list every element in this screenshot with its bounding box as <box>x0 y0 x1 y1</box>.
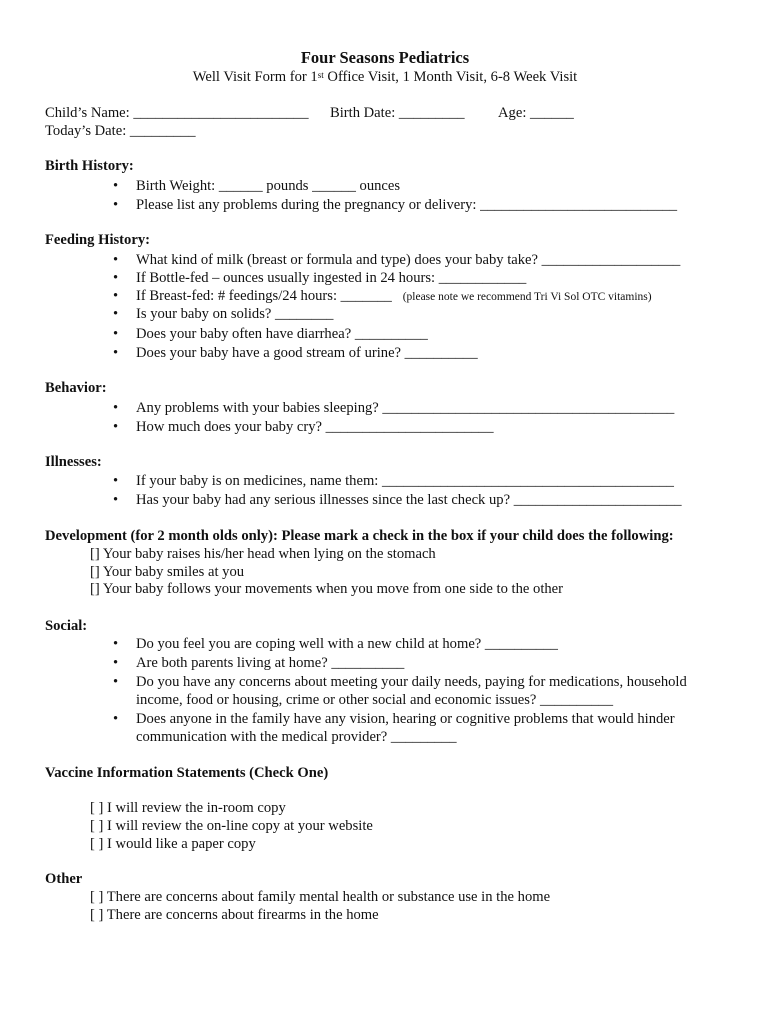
medicines-question[interactable]: If your baby is on medicines, name them: ________________________________________ <box>136 473 674 489</box>
birth-history-heading: Birth History: <box>45 158 134 174</box>
vaccine-heading: Vaccine Information Statements (Check One) <box>45 765 329 781</box>
mental-health-checkbox[interactable]: [ ] There are concerns about family mental health or substance use in the home <box>90 889 551 905</box>
coping-question[interactable]: Do you feel you are coping well with a new child at home? __________ <box>136 636 558 652</box>
bullet: • <box>113 178 119 194</box>
smiles-checkbox[interactable]: [] Your baby smiles at you <box>90 564 245 580</box>
form-subtitle: Well Visit Form for 1st Office Visit, 1 Month Visit, 6-8 Week Visit <box>192 69 578 85</box>
pregnancy-problems-question[interactable]: Please list any problems during the pregnancy or delivery: ___________________________ <box>136 197 678 213</box>
bullet: • <box>113 288 119 304</box>
development-heading: Development (for 2 month olds only): Please mark a check in the box if your child does the following: <box>45 528 674 544</box>
form-title: Four Seasons Pediatrics <box>300 48 470 67</box>
bullet: • <box>113 473 119 489</box>
bullet: • <box>113 636 119 652</box>
bullet: • <box>113 252 119 268</box>
milk-type-question[interactable]: What kind of milk (breast or formula and type) does your baby take? ___________________ <box>136 252 681 268</box>
online-copy-checkbox[interactable]: [ ] I will review the on-line copy at your website <box>90 818 373 834</box>
head-raise-checkbox[interactable]: [] Your baby raises his/her head when lying on the stomach <box>90 546 436 562</box>
daily-needs-question[interactable]: Do you have any concerns about meeting your daily needs, paying for medications, household <box>136 674 687 690</box>
other-heading: Other <box>45 871 83 887</box>
behavior-heading: Behavior: <box>45 380 107 396</box>
todays-date-field[interactable]: Today’s Date: _________ <box>45 123 196 139</box>
sleeping-question[interactable]: Any problems with your babies sleeping? ________________________________________ <box>136 400 675 416</box>
birth-date-field[interactable]: Birth Date: _________ <box>330 105 465 121</box>
child-name-field[interactable]: Child’s Name: ________________________ <box>45 105 309 121</box>
in-room-copy-checkbox[interactable]: [ ] I will review the in-room copy <box>90 800 286 816</box>
illnesses-heading: Illnesses: <box>45 454 102 470</box>
bullet: • <box>113 419 119 435</box>
age-field[interactable]: Age: ______ <box>498 105 574 121</box>
serious-illness-question[interactable]: Has your baby had any serious illnesses since the last check up? _______________________ <box>136 492 682 508</box>
solids-question[interactable]: Is your baby on solids? ________ <box>136 306 334 322</box>
crying-question[interactable]: How much does your baby cry? _______________________ <box>136 419 494 435</box>
feeding-history-heading: Feeding History: <box>45 232 150 248</box>
social-heading: Social: <box>45 618 88 634</box>
family-vision-question[interactable]: Does anyone in the family have any vision, hearing or cognitive problems that would hinder <box>136 711 675 727</box>
bullet: • <box>113 345 119 361</box>
family-vision-question-cont[interactable]: communication with the medical provider? _________ <box>136 729 457 745</box>
bullet: • <box>113 711 119 727</box>
bullet: • <box>113 492 119 508</box>
diarrhea-question[interactable]: Does your baby often have diarrhea? __________ <box>136 326 428 342</box>
breast-fed-question[interactable]: If Breast-fed: # feedings/24 hours: _______ (please note we recommend Tri Vi Sol OTC vitamins) <box>136 288 652 304</box>
bullet: • <box>113 197 119 213</box>
follows-movement-checkbox[interactable]: [] Your baby follows your movements when you move from one side to the other <box>90 581 564 597</box>
parents-question[interactable]: Are both parents living at home? __________ <box>136 655 405 671</box>
bullet: • <box>113 400 119 416</box>
firearms-checkbox[interactable]: [ ] There are concerns about firearms in the home <box>90 907 379 923</box>
urine-question[interactable]: Does your baby have a good stream of urine? __________ <box>136 345 478 361</box>
birth-weight-question[interactable]: Birth Weight: ______ pounds ______ ounces <box>136 178 401 194</box>
daily-needs-question-cont[interactable]: income, food or housing, crime or other social and economic issues? __________ <box>136 692 614 708</box>
vitamin-note: (please note we recommend Tri Vi Sol OTC vitamins) <box>402 291 652 303</box>
bullet: • <box>113 306 119 322</box>
bullet: • <box>113 674 119 690</box>
paper-copy-checkbox[interactable]: [ ] I would like a paper copy <box>90 836 256 852</box>
bullet: • <box>113 270 119 286</box>
bullet: • <box>113 655 119 671</box>
bottle-fed-question[interactable]: If Bottle-fed – ounces usually ingested in 24 hours: ____________ <box>136 270 527 286</box>
bullet: • <box>113 326 119 342</box>
